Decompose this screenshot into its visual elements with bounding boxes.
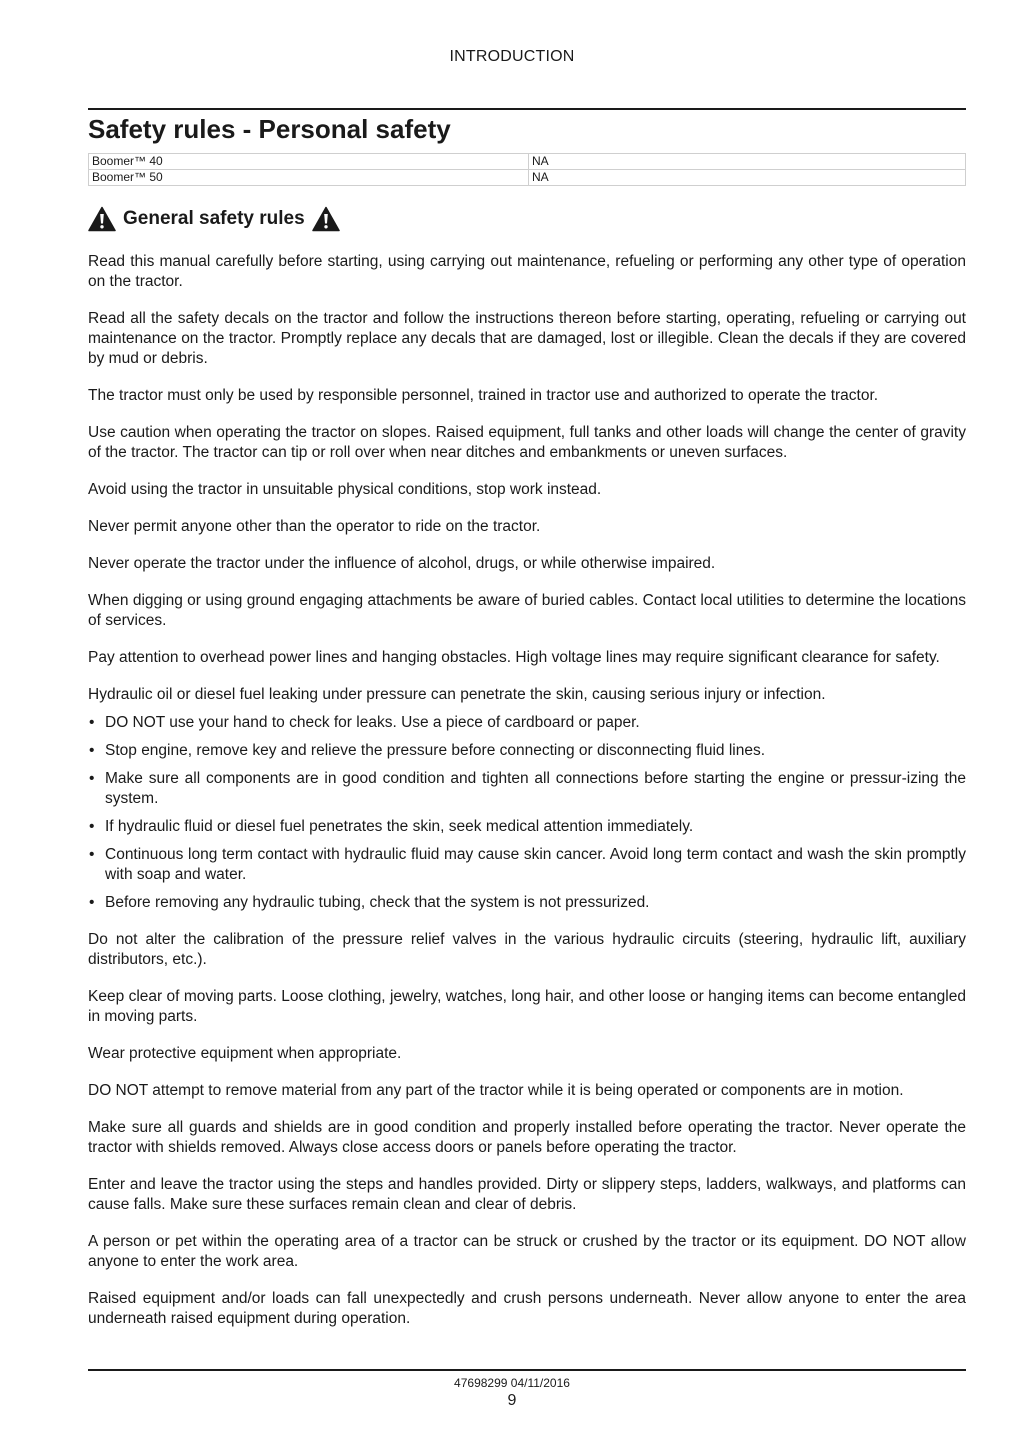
paragraph: Use caution when operating the tractor on slopes. Raised equipment, full tanks and other loads will change the center of gravity of the tractor. The tractor can tip or roll over when near ditches and embankments or uneven surfaces. bbox=[88, 424, 966, 461]
header-divider bbox=[88, 108, 966, 110]
bullet-list bbox=[88, 713, 966, 913]
paragraph: Avoid using the tractor in unsuitable physical conditions, stop work instead. bbox=[88, 481, 602, 498]
page-number: 9 bbox=[507, 1392, 517, 1409]
paragraph: A person or pet within the operating area of a tractor can be struck or crushed by the tractor or its equipment. DO NOT allow anyone to enter the work area. bbox=[88, 1233, 966, 1270]
paragraph: Wear protective equipment when appropriate. bbox=[88, 1045, 402, 1062]
list-item-text: Before removing any hydraulic tubing, check that the system is not pressurized. bbox=[105, 894, 650, 911]
paragraph: The tractor must only be used by responsible personnel, trained in tractor use and authorized to operate the tractor. bbox=[88, 387, 879, 404]
warning-triangle-icon bbox=[88, 206, 116, 232]
paragraph: Read this manual carefully before starting, using carrying out maintenance, refueling or performing any other type of operation on the tractor. bbox=[88, 253, 966, 290]
page-header: INTRODUCTION bbox=[449, 48, 575, 65]
list-item bbox=[88, 713, 966, 733]
paragraph: Never operate the tractor under the influence of alcohol, drugs, or while otherwise impaired. bbox=[88, 555, 716, 572]
paragraph: Make sure all guards and shields are in good condition and properly installed before operating the tractor. Never operate the tractor with shields removed. Always close access doors or panels before operating the tractor. bbox=[88, 1119, 966, 1156]
model-value-cell: NA bbox=[529, 154, 966, 170]
paragraph: Keep clear of moving parts. Loose clothing, jewelry, watches, long hair, and other loose or hanging items can become entangled in moving parts. bbox=[88, 988, 966, 1025]
list-item bbox=[88, 769, 966, 809]
bullet-icon: • bbox=[89, 770, 95, 787]
list-item bbox=[88, 817, 966, 837]
warning-triangle-icon bbox=[312, 206, 340, 232]
list-item-text: If hydraulic fluid or diesel fuel penetrates the skin, seek medical attention immediately. bbox=[105, 818, 694, 835]
list-item-text: Continuous long term contact with hydraulic fluid may cause skin cancer. Avoid long term contact and wash the skin promptly with soap and water. bbox=[105, 846, 966, 883]
paragraph: Raised equipment and/or loads can fall unexpectedly and crush persons underneath. Never allow anyone to enter the area underneath raised equipment during operation. bbox=[88, 1290, 966, 1327]
footer-divider bbox=[88, 1369, 966, 1371]
paragraph: Never permit anyone other than the operator to ride on the tractor. bbox=[88, 518, 541, 535]
bullet-icon: • bbox=[89, 894, 95, 911]
paragraph: Enter and leave the tractor using the steps and handles provided. Dirty or slippery steps, ladders, walkways, and platforms can cause falls. Make sure these surfaces remain clean and clear of debris. bbox=[88, 1176, 966, 1213]
paragraph: DO NOT attempt to remove material from any part of the tractor while it is being operated or components are in motion. bbox=[88, 1082, 904, 1099]
list-item-text: Stop engine, remove key and relieve the pressure before connecting or disconnecting fluid lines. bbox=[105, 742, 766, 759]
paragraph: When digging or using ground engaging attachments be aware of buried cables. Contact local utilities to determine the locations of services. bbox=[88, 592, 966, 629]
list-item-text: DO NOT use your hand to check for leaks. Use a piece of cardboard or paper. bbox=[105, 714, 640, 731]
section-heading bbox=[88, 206, 340, 232]
list-item bbox=[88, 845, 966, 885]
list-item-text: Make sure all components are in good condition and tighten all connections before starting the engine or pressur-izing the system. bbox=[105, 770, 966, 807]
paragraph: Read all the safety decals on the tractor and follow the instructions thereon before starting, operating, refueling or carrying out maintenance on the tractor. Promptly replace any decals that are damaged, lost or illegible. Clean the decals if they are covered by mud or debris. bbox=[88, 310, 966, 367]
model-name-cell: Boomer™ 50 bbox=[89, 170, 529, 186]
bullet-icon: • bbox=[89, 818, 95, 835]
bullet-icon: • bbox=[89, 742, 95, 759]
table-row bbox=[89, 170, 966, 186]
list-lead-paragraph: Hydraulic oil or diesel fuel leaking under pressure can penetrate the skin, causing serious injury or infection. bbox=[88, 686, 826, 703]
document-number: 47698299 04/11/2016 bbox=[454, 1376, 570, 1390]
paragraph: Pay attention to overhead power lines and hanging obstacles. High voltage lines may require significant clearance for safety. bbox=[88, 649, 940, 666]
page-title: Safety rules - Personal safety bbox=[88, 114, 451, 144]
bullet-icon: • bbox=[89, 846, 95, 863]
table-row bbox=[89, 154, 966, 170]
list-item bbox=[88, 741, 966, 761]
model-applicability-table bbox=[88, 153, 966, 186]
body-content bbox=[88, 252, 966, 1346]
section-heading-text: General safety rules bbox=[123, 208, 305, 229]
list-item bbox=[88, 893, 966, 913]
model-name-cell: Boomer™ 40 bbox=[89, 154, 529, 170]
paragraph: Do not alter the calibration of the pressure relief valves in the various hydraulic circuits (steering, hydraulic lift, auxiliary distributors, etc.). bbox=[88, 931, 966, 968]
model-value-cell: NA bbox=[529, 170, 966, 186]
bullet-icon: • bbox=[89, 714, 95, 731]
